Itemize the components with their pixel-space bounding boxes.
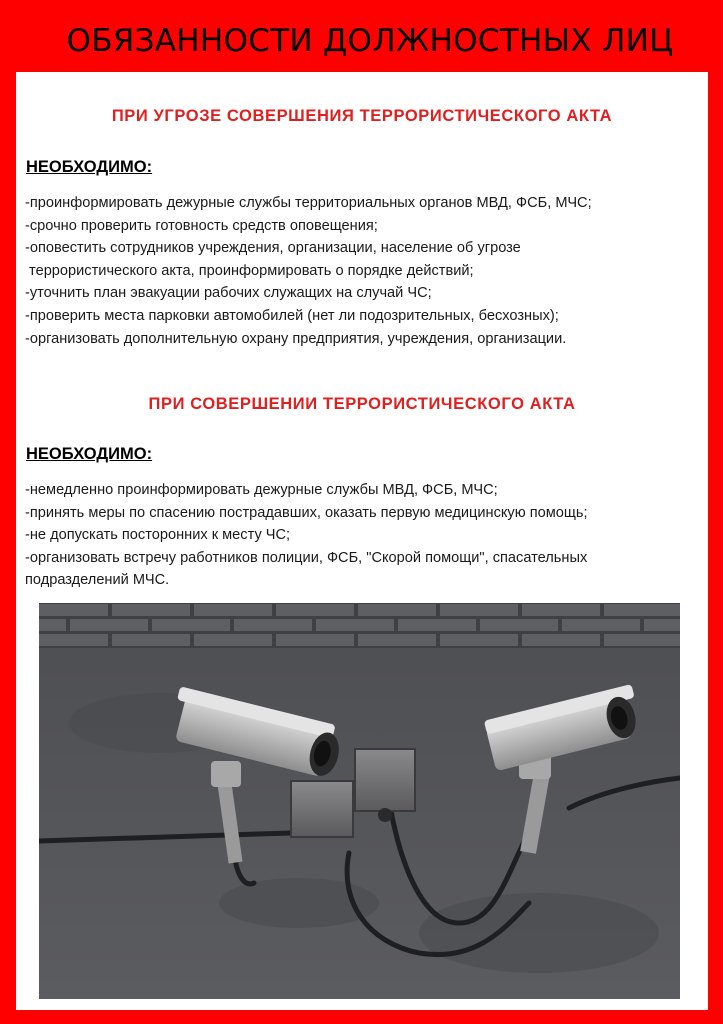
list-item: -принять меры по спасению пострадавших, оказать первую медицинскую помощь; [25,504,588,521]
section-threat-list [25,192,705,350]
section-act-heading: ПРИ СОВЕРШЕНИИ ТЕРРОРИСТИЧЕСКОГО АКТА [148,395,576,413]
list-item: -уточнить план эвакуации рабочих служащих на случай ЧС; [25,285,432,302]
list-item: -организовать дополнительную охрану предприятия, учреждения, организации. [25,330,567,347]
section-threat-heading: ПРИ УГРОЗЕ СОВЕРШЕНИЯ ТЕРРОРИСТИЧЕСКОГО АКТА [111,107,613,125]
list-item: -не допускать посторонних к месту ЧС; [25,527,291,544]
list-item: -оповестить сотрудников учреждения, организации, население об угрозе [25,240,521,257]
list-item: террористического акта, проинформировать о порядке действий; [25,262,474,279]
list-item: -срочно проверить готовность средств оповещения; [25,217,378,234]
section-threat-must-label: НЕОБХОДИМО: [26,158,153,176]
list-item: подразделений МЧС. [25,572,170,589]
page-title: ОБЯЗАННОСТИ ДОЛЖНОСТНЫХ ЛИЦ [66,23,674,59]
section-act-list [25,479,705,592]
list-item: -немедленно проинформировать дежурные службы МВД, ФСБ, МЧС; [25,482,498,498]
list-item: -организовать встречу работников полиции, ФСБ, "Скорой помощи", спасательных [25,549,588,566]
section-act-must-label: НЕОБХОДИМО: [26,445,153,463]
title-banner [56,18,684,64]
list-item: -проверить места парковки автомобилей (нет ли подозрительных, бесхозных); [25,307,559,324]
cctv-cameras-photo [39,603,680,999]
list-item: -проинформировать дежурные службы территориальных органов МВД, ФСБ, МЧС; [25,195,592,211]
